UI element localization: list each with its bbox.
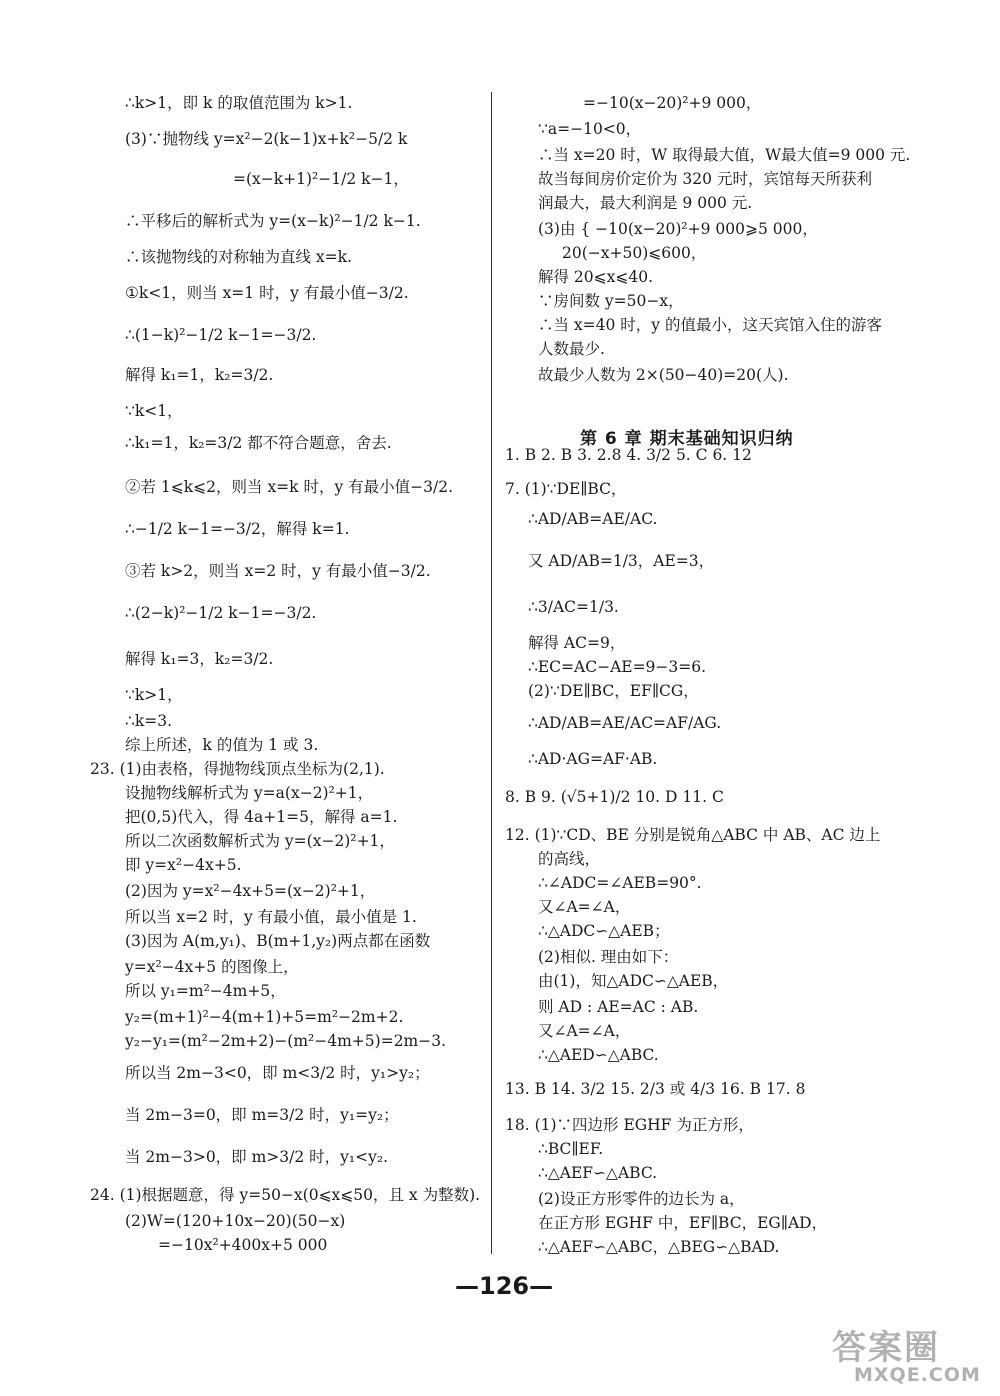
left-column-text-line: (3)因为 A(m,y₁)、B(m+1,y₂)两点都在函数 (125, 932, 431, 950)
left-column-text-line: 当 2m−3>0，即 m>3/2 时，y₁<y₂. (125, 1148, 389, 1166)
left-column-text-line: ∴−1/2 k−1=−3/2，解得 k=1. (125, 520, 350, 538)
left-column-text-line: =(x−k+1)²−1/2 k−1， (233, 170, 409, 188)
right-column-text-line: ∴△AEF∽△ABC. (538, 1164, 658, 1182)
left-column-text-line: ∵k<1， (125, 402, 183, 420)
right-column-text-line: 18. (1)∵四边形 EGHF 为正方形， (505, 1116, 754, 1134)
left-column-text-line: ∴平移后的解析式为 y=(x−k)²−1/2 k−1. (125, 212, 421, 230)
right-column-text-line: 的高线， (538, 850, 601, 868)
watermark-logo (832, 1318, 990, 1390)
right-column-text-line: ∴3/AC=1/3. (528, 598, 619, 616)
right-column-text-line: ∴∠ADC=∠AEB=90°. (538, 874, 702, 892)
right-column-text-line: (2)设正方形零件的边长为 a， (538, 1190, 745, 1208)
right-column-text-line: (2)相似. 理由如下： (538, 948, 679, 966)
right-column-text-line: 7. (1)∵DE∥BC， (505, 480, 627, 498)
right-column-text-line: ∵房间数 y=50−x， (538, 292, 684, 310)
left-column-text-line: y=x²−4x+5 的图像上， (125, 958, 299, 976)
right-column-text-line: ∴BC∥EF. (538, 1140, 604, 1158)
right-column-text-line: ∴AD/AB=AE/AC. (528, 510, 658, 528)
left-column-text-line: ∴k₁=1，k₂=3/2 都不符合题意，舍去. (125, 434, 392, 452)
right-column-text-line: =−10(x−20)²+9 000， (583, 94, 762, 112)
left-column-text-line: ③若 k>2，则当 x=2 时，y 有最小值−3/2. (125, 562, 431, 580)
left-column-text-line: 解得 k₁=1，k₂=3/2. (125, 366, 274, 384)
left-column-text-line: 24. (1)根据题意，得 y=50−x(0⩽x⩽50，且 x 为整数). (90, 1186, 481, 1204)
left-column-text-line: 把(0,5)代入，得 4a+1=5，解得 a=1. (125, 808, 398, 826)
left-column-text-line: 所以当 2m−3<0，即 m<3/2 时，y₁>y₂； (125, 1064, 430, 1082)
left-column-text-line: 即 y=x²−4x+5. (125, 856, 242, 874)
right-column-text-line: ∴AD/AB=AE/AC=AF/AG. (528, 714, 722, 732)
left-column-text-line: ∴该抛物线的对称轴为直线 x=k. (125, 248, 352, 266)
watermark-url: MXQE.COM (854, 1364, 981, 1386)
left-column-text-line: 23. (1)由表格，得抛物线顶点坐标为(2,1). (90, 760, 385, 778)
right-column-text-line: ∴AD·AG=AF·AB. (528, 750, 658, 768)
left-column-text-line: y₂−y₁=(m²−2m+2)−(m²−4m+5)=2m−3. (125, 1032, 447, 1050)
right-column-text-line: ∴当 x=40 时，y 的值最小，这天宾馆入住的游客 (538, 316, 882, 334)
right-column-text-line: 13. B 14. 3/2 15. 2/3 或 4/3 16. B 17. 8 (505, 1080, 806, 1098)
left-column-text-line: 所以当 x=2 时，y 有最小值，最小值是 1. (125, 908, 417, 926)
left-column-text-line: 设抛物线解析式为 y=a(x−2)²+1， (125, 784, 374, 802)
right-column-text-line: (3)由 { −10(x−20)²+9 000⩾5 000， (538, 220, 818, 238)
left-column-text-line: y₂=(m+1)²−4(m+1)+5=m²−2m+2. (125, 1008, 404, 1026)
left-column-text-line: 所以二次函数解析式为 y=(x−2)²+1， (125, 832, 395, 850)
right-column-text-line: ∴△AEF∽△ABC，△BEG∽△BAD. (538, 1238, 780, 1256)
right-column-text-line: 故最少人数为 2×(50−40)=20(人). (538, 366, 789, 384)
right-column-text-line: 在正方形 EGHF 中，EF∥BC，EG∥AD， (538, 1214, 828, 1232)
left-column-text-line: ∴k>1，即 k 的取值范围为 k>1. (125, 94, 353, 112)
left-column-text-line: (2)W=(120+10x−20)(50−x) (125, 1212, 346, 1230)
right-column-text-line: 20(−x+50)⩽600， (562, 244, 707, 262)
left-column-text-line: 当 2m−3=0，即 m=3/2 时，y₁=y₂； (125, 1106, 399, 1124)
right-column-text-line: 12. (1)∵CD、BE 分别是锐角△ABC 中 AB、AC 边上 (505, 826, 881, 844)
right-column-text-line: 由(1)，知△ADC∽△AEB， (538, 972, 729, 990)
right-column-text-line: 人数最少. (538, 340, 605, 358)
left-column-text-line: ∴(1−k)²−1/2 k−1=−3/2. (125, 326, 317, 344)
left-column-text-line: =−10x²+400x+5 000 (158, 1236, 328, 1254)
right-column-text-line: 又∠A=∠A， (538, 898, 631, 916)
page-number: —126— (455, 1272, 554, 1300)
left-column-text-line: 综上所述，k 的值为 1 或 3. (125, 736, 319, 754)
right-column-text-line: 又∠A=∠A， (538, 1022, 631, 1040)
left-column-text-line: 所以 y₁=m²−4m+5， (125, 982, 286, 1000)
watermark-logo-text: 答案圈 (832, 1328, 940, 1368)
right-column-text-line: 则 AD : AE=AC : AB. (538, 998, 699, 1016)
right-column-text-line: ∴△AED∽△ABC. (538, 1046, 659, 1064)
right-column-text-line: ∴当 x=20 时，W 取得最大值，W最大值=9 000 元. (538, 146, 911, 164)
right-column-text-line: ∴EC=AC−AE=9−3=6. (528, 658, 707, 676)
right-column-text-line: (2)∵DE∥BC，EF∥CG， (528, 682, 699, 700)
left-column-text-line: (2)因为 y=x²−4x+5=(x−2)²+1， (125, 882, 376, 900)
section-heading: 第 6 章 期末基础知识归纳 (580, 429, 794, 449)
left-column-text-line: (3)∵抛物线 y=x²−2(k−1)x+k²−5/2 k (125, 130, 408, 148)
right-column-text-line: 润最大，最大利润是 9 000 元. (538, 194, 753, 212)
left-column-text-line: ∴(2−k)²−1/2 k−1=−3/2. (125, 604, 317, 622)
right-column-text-line: 解得 20⩽x⩽40. (538, 268, 654, 286)
left-column-text-line: ①k<1，则当 x=1 时，y 有最小值−3/2. (125, 284, 409, 302)
left-column-text-line: ∴k=3. (125, 712, 173, 730)
right-column-text-line: 故当每间房价定价为 320 元时，宾馆每天所获利 (538, 170, 872, 188)
left-column-text-line: ∵k>1， (125, 686, 183, 704)
right-column-text-line: ∵a=−10<0， (538, 120, 642, 138)
right-column-text-line: 8. B 9. (√5+1)/2 10. D 11. C (505, 788, 724, 806)
right-column-text-line: 又 AD/AB=1/3，AE=3， (528, 552, 715, 570)
right-column-text-line: 解得 AC=9， (528, 634, 626, 652)
column-divider (491, 92, 492, 1254)
right-column-text-line: ∴△ADC∽△AEB； (538, 922, 670, 940)
left-column-text-line: 解得 k₁=3，k₂=3/2. (125, 650, 274, 668)
left-column-text-line: ②若 1⩽k⩽2，则当 x=k 时，y 有最小值−3/2. (125, 478, 454, 496)
right-column-text-line: 1. B 2. B 3. 2.8 4. 3/2 5. C 6. 12 (505, 446, 752, 464)
